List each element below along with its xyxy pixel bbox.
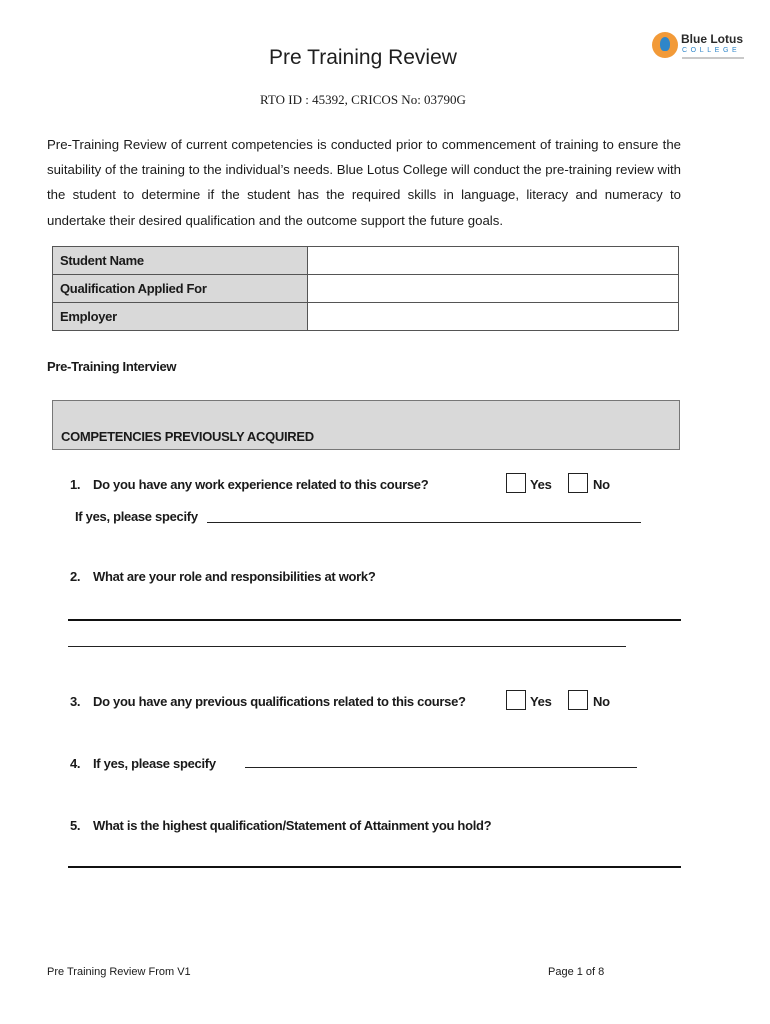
q5-answer-line[interactable]	[68, 866, 681, 868]
logo-name: Blue Lotus	[681, 32, 743, 46]
qualification-field[interactable]	[308, 275, 679, 303]
question-2-number: 2.	[70, 569, 81, 584]
question-5-text: What is the highest qualification/Statement of Attainment you hold?	[93, 818, 492, 833]
question-4-number: 4.	[70, 756, 81, 771]
q3-yes-checkbox[interactable]	[506, 690, 526, 710]
question-1-text: Do you have any work experience related to this course?	[93, 477, 429, 492]
student-info-table	[52, 246, 679, 331]
qualification-label: Qualification Applied For	[53, 275, 308, 303]
question-1-number: 1.	[70, 477, 81, 492]
question-4-text: If yes, please specify	[93, 756, 216, 771]
footer-page-number: Page 1 of 8	[548, 966, 605, 978]
question-3-text: Do you have any previous qualifications related to this course?	[93, 694, 466, 709]
q2-answer-line-2[interactable]	[68, 646, 626, 647]
employer-field[interactable]	[308, 303, 679, 331]
q3-no-label: No	[593, 694, 610, 709]
q1-yes-checkbox[interactable]	[506, 473, 526, 493]
competencies-header-box	[52, 400, 680, 450]
q3-yes-label: Yes	[530, 694, 552, 709]
q3-no-checkbox[interactable]	[568, 690, 588, 710]
page-title: Pre Training Review	[269, 46, 457, 69]
q2-answer-line-1[interactable]	[68, 619, 681, 621]
rto-line: RTO ID : 45392, CRICOS No: 03790G	[260, 92, 466, 107]
q1-no-checkbox[interactable]	[568, 473, 588, 493]
table-row	[53, 275, 679, 303]
question-2-text: What are your role and responsibilities at work?	[93, 569, 376, 584]
student-name-label: Student Name	[53, 247, 308, 275]
question-3-number: 3.	[70, 694, 81, 709]
question-5-number: 5.	[70, 818, 81, 833]
intro-paragraph: Pre-Training Review of current competencies is conducted prior to commencement of training to ensure the suitability of the training to the individual’s needs. Blue Lotus College will conduct the pre-training review with the student to determine if the student has the required skills in language, literacy and numeracy to undertake their desired qualification and the outcome support the future goals.	[47, 137, 681, 228]
table-row	[53, 247, 679, 275]
logo-subtitle: COLLEGE	[682, 47, 741, 54]
q1-follow-label: If yes, please specify	[75, 509, 198, 524]
q1-specify-line[interactable]	[207, 522, 641, 523]
employer-label: Employer	[53, 303, 308, 331]
competencies-header: COMPETENCIES PREVIOUSLY ACQUIRED	[61, 429, 314, 444]
student-name-field[interactable]	[308, 247, 679, 275]
section-title: Pre-Training Interview	[47, 359, 177, 374]
q1-yes-label: Yes	[530, 477, 552, 492]
q1-no-label: No	[593, 477, 610, 492]
q4-specify-line[interactable]	[245, 767, 637, 768]
footer-form-version: Pre Training Review From V1	[47, 966, 191, 978]
table-row	[53, 303, 679, 331]
